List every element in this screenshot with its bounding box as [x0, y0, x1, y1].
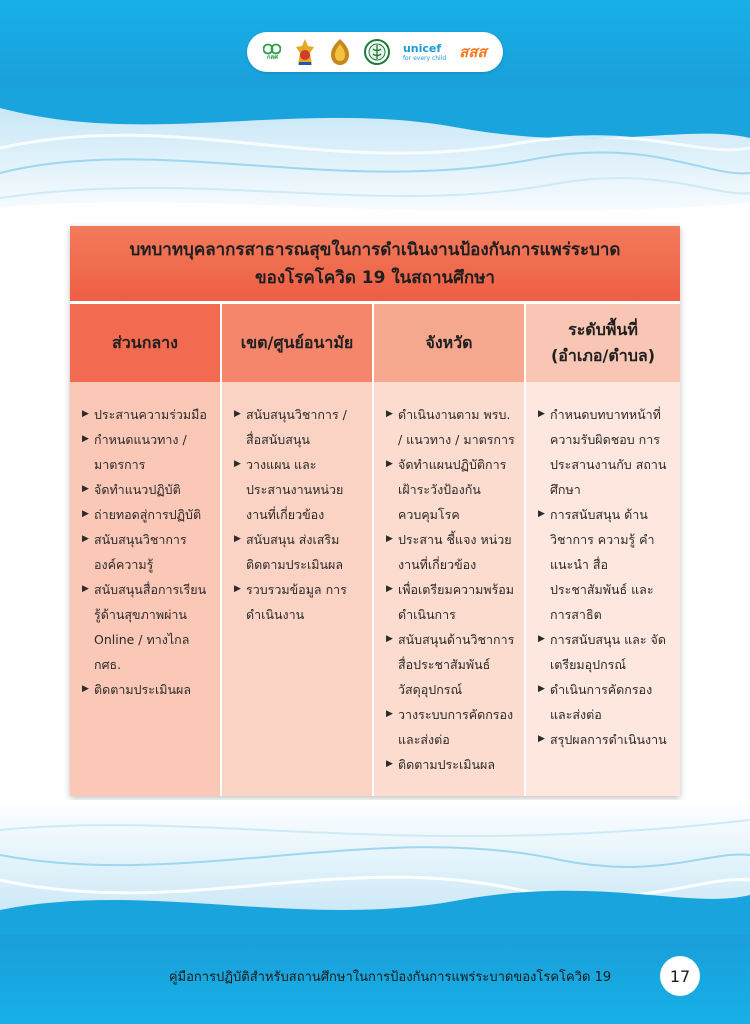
list-item-text: จัดทำแนวปฏิบัติ [94, 482, 181, 497]
list-item-text: กำหนดแนวทาง / มาตรการ [94, 432, 187, 472]
list-item [234, 527, 364, 577]
list-item-text: การสนับสนุน และ จัดเตรียมอุปกรณ์ [550, 632, 666, 672]
footer-wave-decoration [0, 800, 750, 940]
list-item-text: จัดทำแผนปฏิบัติการเฝ้าระวังป้องกัน ควบคุมโรค [398, 457, 507, 522]
triangle-right-icon: ▶ [386, 584, 393, 594]
list-item [538, 402, 672, 502]
triangle-right-icon: ▶ [538, 509, 545, 519]
column-header-local-level-line-1: ระดับพื้นที่ [568, 320, 638, 339]
triangle-right-icon: ▶ [386, 759, 393, 769]
column-header-local-level [526, 304, 680, 382]
obec-emblem-logo [329, 38, 351, 66]
list-item [386, 527, 516, 577]
list-item-text: สรุปผลการดำเนินงาน [550, 732, 667, 747]
triangle-right-icon: ▶ [386, 409, 393, 419]
local-level-items-list [538, 402, 672, 752]
list-item-text: ติดตามประเมินผล [398, 757, 496, 772]
list-item [82, 477, 212, 502]
moph-clover-logo [263, 43, 281, 61]
triangle-right-icon: ▶ [82, 584, 89, 594]
column-body-province [374, 382, 526, 796]
thaihealth-name: สสส [459, 42, 487, 61]
health-center-items-list [234, 402, 364, 627]
list-item [82, 527, 212, 577]
unicef-tagline: for every child [402, 54, 447, 62]
triangle-right-icon: ▶ [386, 709, 393, 719]
list-item [234, 452, 364, 527]
table-title [70, 226, 680, 304]
list-item-text: สนับสนุนสื่อการเรียนรู้ด้านสุขภาพผ่าน Online / ทางไกล กศธ. [94, 582, 207, 672]
list-item-text: ประสาน ชี้แจง หน่วยงานที่เกี่ยวข้อง [398, 532, 512, 572]
table-title-line-1: บทบาทบุคลากรสาธารณสุขในการดำเนินงานป้องกันการแพร่ระบาด [129, 239, 621, 260]
triangle-right-icon: ▶ [538, 734, 545, 744]
list-item [538, 677, 672, 727]
list-item-text: การสนับสนุน ด้านวิชาการ ความรู้ คำแนะนำ สื่อประชาสัมพันธ์ และ การสาธิต [550, 507, 655, 622]
list-item-text: สนับสนุนด้านวิชาการ สื่อประชาสัมพันธ์ วัสดุอุปกรณ์ [398, 632, 515, 697]
list-item [386, 752, 516, 777]
thaihealth-logo [459, 42, 487, 61]
triangle-right-icon: ▶ [234, 534, 241, 544]
list-item [538, 627, 672, 677]
list-item [82, 402, 212, 427]
list-item [386, 402, 516, 452]
list-item [538, 727, 672, 752]
list-item-text: ถ่ายทอดสู่การปฏิบัติ [94, 507, 202, 522]
list-item-text: สนับสนุนวิชาการ / สื่อสนับสนุน [246, 407, 347, 447]
triangle-right-icon: ▶ [82, 409, 89, 419]
column-body-local-level [526, 382, 680, 796]
column-header-central: ส่วนกลาง [70, 304, 222, 382]
triangle-right-icon: ▶ [234, 459, 241, 469]
table-header-row [70, 304, 680, 382]
column-body-health-center [222, 382, 374, 796]
unicef-logo [403, 43, 446, 62]
triangle-right-icon: ▶ [82, 434, 89, 444]
triangle-right-icon: ▶ [386, 634, 393, 644]
triangle-right-icon: ▶ [538, 409, 545, 419]
triangle-right-icon: ▶ [234, 584, 241, 594]
list-item-text: สนับสนุน ส่งเสริม ติดตามประเมินผล [246, 532, 344, 572]
province-items-list [386, 402, 516, 777]
list-item-text: สนับสนุนวิชาการ องค์ความรู้ [94, 532, 187, 572]
triangle-right-icon: ▶ [538, 634, 545, 644]
list-item-text: กำหนดบทบาทหน้าที่ ความรับผิดชอบ การประสานงานกับ สถานศึกษา [550, 407, 667, 497]
list-item [234, 402, 364, 452]
moe-emblem-logo [294, 38, 316, 66]
triangle-right-icon: ▶ [538, 684, 545, 694]
list-item [82, 502, 212, 527]
list-item [234, 577, 364, 627]
list-item [538, 502, 672, 627]
triangle-right-icon: ▶ [386, 459, 393, 469]
table-title-line-2: ของโรคโควิด 19 ในสถานศึกษา [255, 267, 495, 288]
moph-logo-text: กสศ [266, 54, 278, 61]
list-item [82, 427, 212, 477]
list-item-text: วางแผน และ ประสานงานหน่วยงานที่เกี่ยวข้อง [246, 457, 344, 522]
list-item [386, 452, 516, 527]
list-item [82, 577, 212, 677]
list-item [82, 677, 212, 702]
list-item-text: ประสานความร่วมมือ [94, 407, 207, 422]
column-body-central [70, 382, 222, 796]
list-item-text: ติดตามประเมินผล [94, 682, 192, 697]
triangle-right-icon: ▶ [82, 684, 89, 694]
column-header-province: จังหวัด [374, 304, 526, 382]
page-number: 17 [660, 956, 700, 996]
list-item-text: เพื่อเตรียมความพร้อม ดำเนินการ [398, 582, 515, 622]
triangle-right-icon: ▶ [82, 509, 89, 519]
list-item-text: รวบรวมข้อมูล การดำเนินงาน [246, 582, 347, 622]
list-item-text: ดำเนินการคัดกรอง และส่งต่อ [550, 682, 653, 722]
list-item [386, 577, 516, 627]
column-header-local-level-line-2: (อำเภอ/ตำบล) [550, 346, 656, 365]
triangle-right-icon: ▶ [386, 534, 393, 544]
roles-table-card [70, 226, 680, 796]
list-item [386, 627, 516, 702]
triangle-right-icon: ▶ [82, 484, 89, 494]
ddc-circle-logo [364, 39, 390, 65]
triangle-right-icon: ▶ [82, 534, 89, 544]
table-body-row [70, 382, 680, 796]
list-item [386, 702, 516, 752]
unicef-name: unicef [402, 41, 442, 55]
column-header-health-center: เขต/ศูนย์อนามัย [222, 304, 374, 382]
list-item-text: วางระบบการคัดกรอง และส่งต่อ [398, 707, 514, 747]
triangle-right-icon: ▶ [234, 409, 241, 419]
list-item-text: ดำเนินงานตาม พรบ. / แนวทาง / มาตรการ [398, 407, 515, 447]
central-items-list [82, 402, 212, 702]
header-wave-decoration [0, 88, 750, 228]
footer-title: คู่มือการปฏิบัติสำหรับสถานศึกษาในการป้องกันการแพร่ระบาดของโรคโควิด 19 [168, 970, 612, 985]
partner-logo-strip [247, 32, 503, 72]
